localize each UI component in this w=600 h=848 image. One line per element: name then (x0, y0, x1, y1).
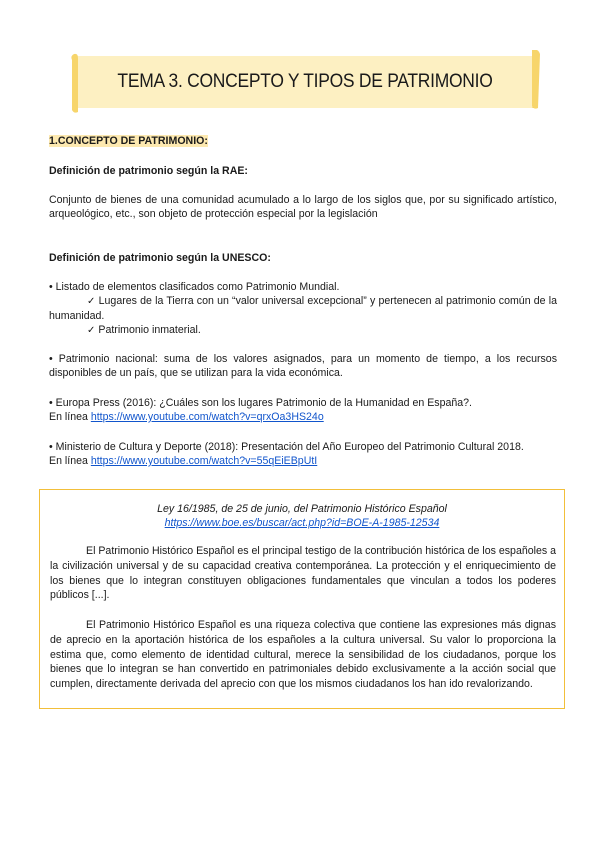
check-item-places-text: Lugares de la Tierra con un “valor universal excepcional” y pertenecen al patrimonio común de la humanidad. (49, 295, 557, 323)
bullet-national-heritage: • Patrimonio nacional: suma de los valores asignados, para un momento de tiempo, a los recursos disponibles de un país, que se utilizan para la vida económica. (49, 353, 557, 380)
reference-ministerio-link-line (49, 454, 557, 468)
rae-definition: Conjunto de bienes de una comunidad acumulado a lo largo de los siglos que, por su significado artístico, arqueológico, etc., son objeto de protección especial por la legislación (49, 194, 557, 221)
unesco-heading: Definición de patrimonio según la UNESCO: (49, 252, 271, 264)
youtube-link-2[interactable]: https://www.youtube.com/watch?v=55qEiEBpUtI (90, 455, 318, 467)
law-quote-box (39, 489, 565, 709)
section-heading-text: 1.CONCEPTO DE PATRIMONIO: (49, 135, 208, 147)
section-heading (49, 134, 208, 148)
quote-paragraph-2: El Patrimonio Histórico Español es una riqueza colectiva que contiene las expresiones más dignas de aprecio en la aportación histórica de los españoles a la cultura universal. Su valor lo proporciona la estima que, como elemento de identidad cultural, merece la sensibilidad de los ciudadanos, porque los bienes que lo integran se han convertido en patrimoniales debido exclusivamente a la acción social que cumplen, directamente derivada del aprecio con que los mismos ciudadanos los han ido revalorizando. (50, 619, 556, 691)
online-label: En línea (49, 455, 88, 467)
reference-europa-press: • Europa Press (2016): ¿Cuáles son los lugares Patrimonio de la Humanidad en España?. (49, 397, 472, 409)
law-link-line (40, 516, 564, 531)
online-label: En línea (49, 411, 88, 423)
checkmark-icon: ✓ (87, 325, 96, 336)
reference-europa-press-link-line (49, 410, 557, 424)
page-title: TEMA 3. CONCEPTO Y TIPOS DE PATRIMONIO (117, 71, 493, 92)
law-title: Ley 16/1985, de 25 de junio, del Patrimonio Histórico Español (157, 503, 447, 515)
check-item-intangible-text: Patrimonio inmaterial. (98, 324, 201, 336)
checkmark-icon: ✓ (87, 296, 96, 307)
quote-paragraph-1: El Patrimonio Histórico Español es el principal testigo de la contribución histórica de los españoles a la civilización universal y de su capacidad creativa contemporánea. La protección y el enriquecimiento de los bienes que lo integran constituyen obligaciones fundamentales que vinculan a todos los poderes públicos [...]. (50, 545, 556, 602)
rae-heading: Definición de patrimonio según la RAE: (49, 165, 248, 177)
youtube-link-1[interactable]: https://www.youtube.com/watch?v=qrxOa3HS24o (90, 411, 324, 423)
reference-ministerio: • Ministerio de Cultura y Deporte (2018): Presentación del Año Europeo del Patrimonio Cultural 2018. (49, 441, 524, 453)
title-banner (68, 50, 542, 114)
boe-link[interactable]: https://www.boe.es/buscar/act.php?id=BOE-A-1985-12534 (164, 517, 440, 529)
bullet-world-heritage: • Listado de elementos clasificados como Patrimonio Mundial. (49, 281, 340, 293)
check-item-intangible (87, 323, 557, 338)
check-item-places (49, 294, 557, 324)
